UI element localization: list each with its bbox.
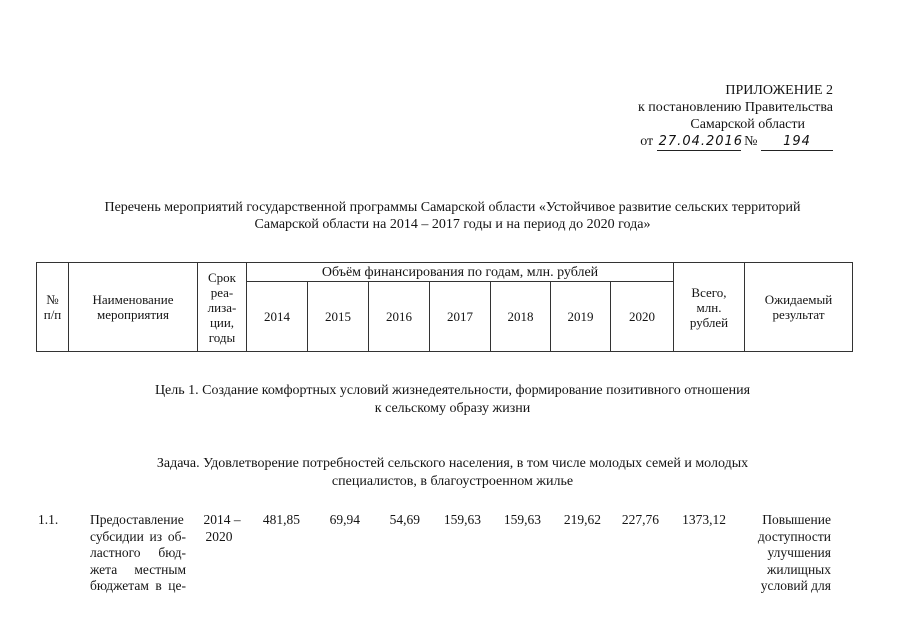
header-result: Ожидаемый результат: [745, 263, 853, 352]
row-name-line: жета местным: [90, 561, 186, 577]
row-name-line: Предоставление: [90, 512, 184, 527]
financing-table-header: [36, 262, 853, 352]
row-value-2015: 69,94: [329, 512, 360, 527]
row-result-line: жилищных: [767, 561, 831, 577]
goal-line-1: Цель 1. Создание комфортных условий жизнедеятельности, формирование позитивного отношения: [154, 383, 751, 398]
header-financing: Объём финансирования по годам, млн. рублей: [247, 263, 674, 282]
row-name-line: субсидии из об-: [90, 528, 186, 544]
header-year: 2017: [430, 282, 491, 352]
header-year: 2019: [551, 282, 611, 352]
header-year: 2020: [611, 282, 674, 352]
row-value-2020: 227,76: [621, 512, 659, 527]
header-name: Наименование мероприятия: [69, 263, 198, 352]
header-year: 2016: [369, 282, 430, 352]
handwritten-date: 27.04.2016: [658, 134, 744, 149]
row-value-2019: 219,62: [563, 512, 601, 527]
header-total: Всего, млн. рублей: [674, 263, 745, 352]
header-year: 2014: [247, 282, 308, 352]
goal-text: [40, 382, 865, 418]
row-total: 1373,12: [682, 512, 726, 527]
row-result: [745, 512, 831, 595]
row-value-2018: 159,63: [503, 512, 541, 527]
approval-line-1: к постановлению Правительства: [637, 100, 833, 115]
number-label: №: [744, 134, 758, 149]
heading-line-2: Самарской области на 2014 – 2017 годы и на период до 2020 года»: [254, 217, 651, 232]
row-value-2016: 54,69: [389, 512, 420, 527]
header-year: 2018: [491, 282, 551, 352]
row-period-line: 2020: [205, 528, 233, 544]
row-number: 1.1.: [38, 512, 59, 527]
header-year: 2015: [308, 282, 369, 352]
handwritten-number: 194: [761, 133, 833, 151]
row-value-2014: 481,85: [262, 512, 300, 527]
header-period: Срок реа-лиза-ции, годы: [198, 263, 247, 352]
row-result-line: условий для: [760, 578, 831, 593]
row-result-line: доступности: [757, 528, 831, 544]
approval-block: [573, 82, 833, 151]
row-result-line: улучшения: [767, 545, 831, 560]
row-name-line: бюджетам в це-: [90, 578, 186, 593]
row-period: [198, 512, 246, 545]
row-period-line: 2014 –: [203, 512, 241, 527]
row-name: [90, 512, 186, 595]
row-value-2017: 159,63: [443, 512, 481, 527]
document-heading: [40, 199, 865, 233]
date-prefix: от: [640, 134, 654, 149]
heading-line-1: Перечень мероприятий государственной программы Самарской области «Устойчивое развитие сельских территорий: [104, 200, 801, 215]
row-name-line: ластного бюд-: [90, 545, 186, 560]
appendix-title: ПРИЛОЖЕНИЕ 2: [725, 83, 833, 98]
task-text: [40, 455, 865, 491]
task-line-1: Задача. Удовлетворение потребностей сельского населения, в том числе молодых семей и молодых: [156, 456, 749, 471]
approval-date-line: [573, 133, 833, 151]
task-line-2: специалистов, в благоустроенном жилье: [331, 474, 574, 489]
approval-line-2: Самарской области: [690, 117, 805, 132]
row-result-line: Повышение: [762, 512, 831, 527]
header-num: № п/п: [37, 263, 69, 352]
goal-line-2: к сельскому образу жизни: [374, 401, 531, 416]
